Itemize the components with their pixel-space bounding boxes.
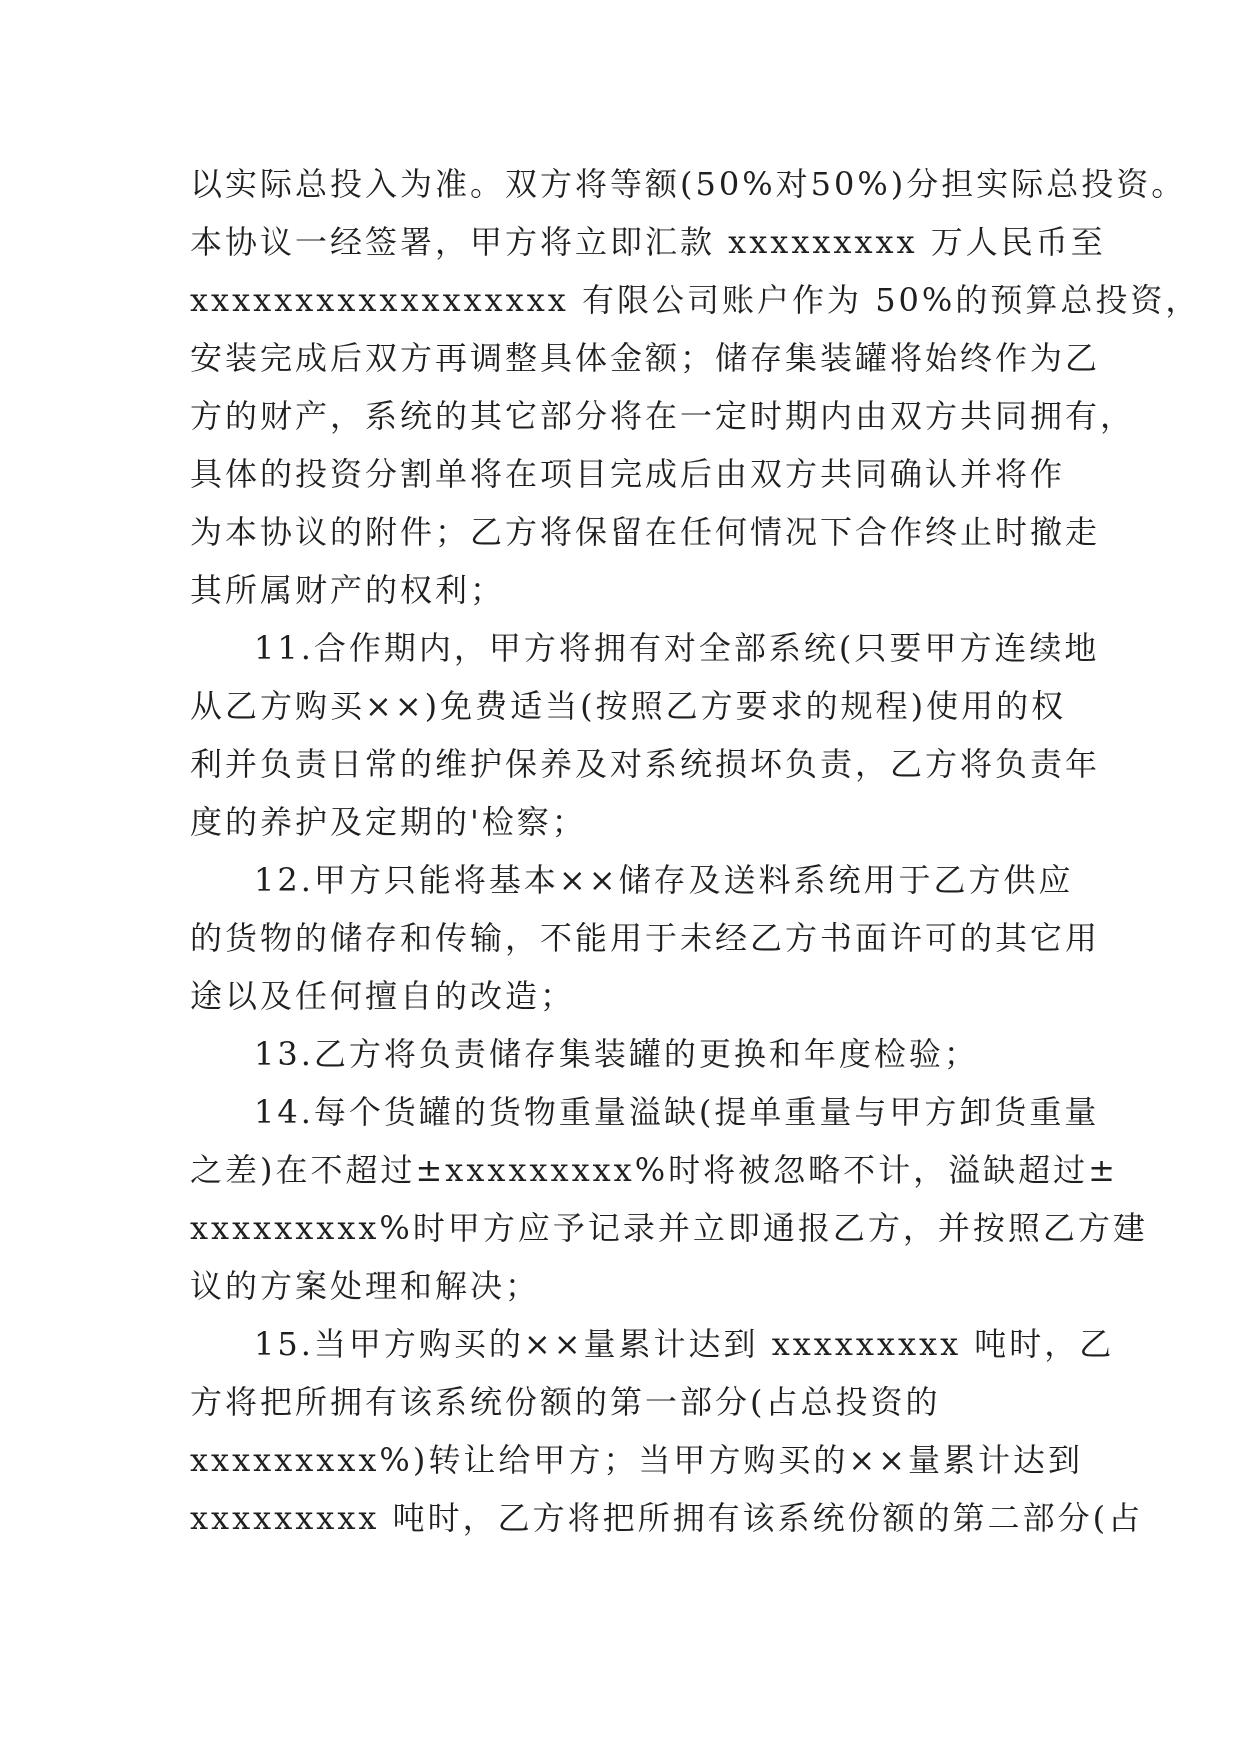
- text-line: 为本协议的附件；乙方将保留在任何情况下合作终止时撤走: [190, 513, 1101, 551]
- text-line: xxxxxxxxx 吨时，乙方将把所拥有该系统份额的第二部分(占: [190, 1499, 1144, 1537]
- clause-14-start: 14.每个货罐的货物重量溢缺(提单重量与甲方卸货重量: [254, 1093, 1100, 1131]
- text-line: 途以及任何擅自的改造；: [190, 977, 576, 1015]
- clause-12-start: 12.甲方只能将基本××储存及送料系统用于乙方供应: [254, 861, 1074, 899]
- text-line: 的货物的储存和传输，不能用于未经乙方书面许可的其它用: [190, 919, 1101, 957]
- text-line: 其所属财产的权利；: [190, 571, 506, 609]
- text-line: 方将把所拥有该系统份额的第一部分(占总投资的: [190, 1383, 941, 1421]
- text-line: 方的财产，系统的其它部分将在一定时期内由双方共同拥有，: [190, 397, 1136, 435]
- clause-15-start: 15.当甲方购买的××量累计达到 xxxxxxxxx 吨时，乙: [254, 1325, 1115, 1363]
- text-line: 以实际总投入为准。双方将等额(50%对50%)分担实际总投资。: [190, 165, 1187, 203]
- clause-11-start: 11.合作期内，甲方将拥有对全部系统(只要甲方连续地: [254, 629, 1100, 667]
- text-line: xxxxxxxxxxxxxxxxxx 有限公司账户作为 50%的预算总投资，: [190, 281, 1201, 319]
- text-line: 安装完成后双方再调整具体金额；储存集装罐将始终作为乙: [190, 339, 1101, 377]
- clause-13-start: 13.乙方将负责储存集装罐的更换和年度检验；: [254, 1035, 979, 1073]
- text-line: xxxxxxxxx%时甲方应予记录并立即通报乙方，并按照乙方建: [190, 1209, 1148, 1247]
- text-line: 从乙方购买××)免费适当(按照乙方要求的规程)使用的权: [190, 687, 1067, 725]
- text-line: 利并负责日常的维护保养及对系统损坏负责，乙方将负责年: [190, 745, 1101, 783]
- text-line: 度的养护及定期的'检察；: [190, 803, 587, 841]
- text-line: xxxxxxxxx%)转让给甲方；当甲方购买的××量累计达到: [190, 1441, 1083, 1479]
- text-line: 议的方案处理和解决；: [190, 1267, 541, 1305]
- text-line: 本协议一经签署，甲方将立即汇款 xxxxxxxxx 万人民币至: [190, 223, 1106, 261]
- text-line: 之差)在不超过±xxxxxxxxx%时将被忽略不计，溢缺超过±: [190, 1151, 1118, 1189]
- document-body: [190, 155, 1201, 1547]
- text-line: 具体的投资分割单将在项目完成后由双方共同确认并将作: [190, 455, 1066, 493]
